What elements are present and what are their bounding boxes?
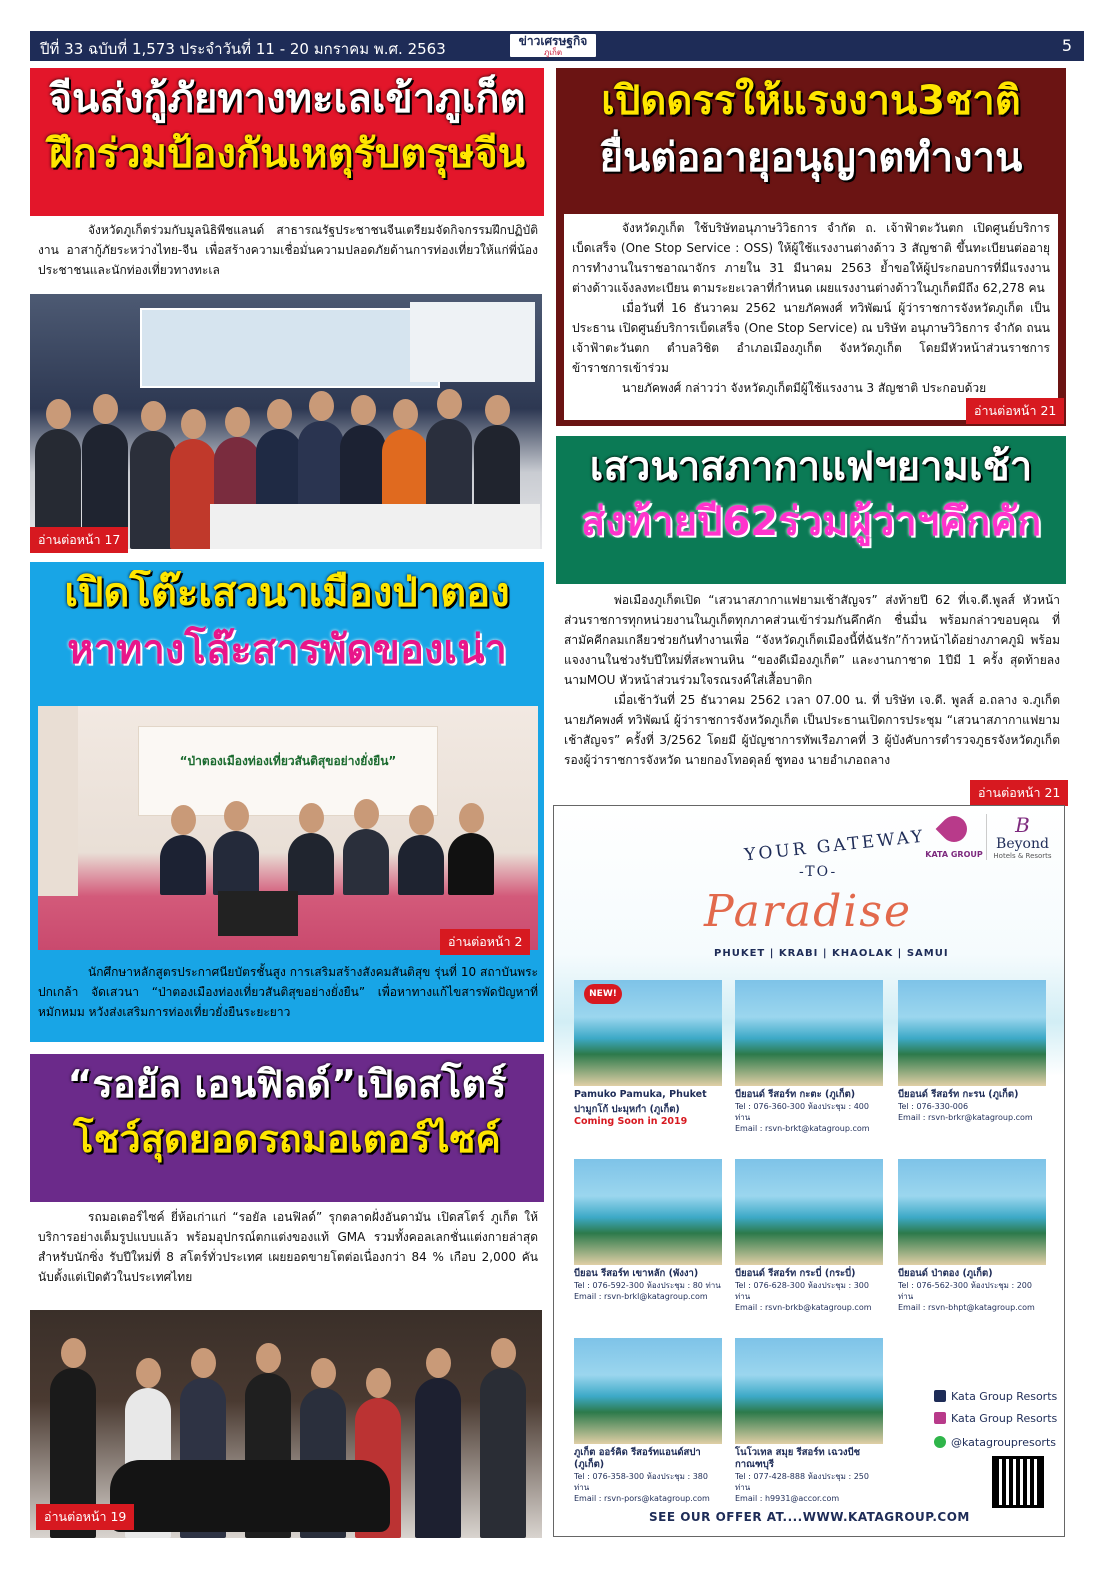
story5-paragraph: รถมอเตอร์ไซค์ ยี่ห้อเก่าแก่ “รอยัล เอนฟิลด์” รุกตลาดฝั่งอันดามัน เปิดสโตร์ ภูเก็ต ให้บริการอย่างเต็มรูปแบบแล้ว พร้อมอุปกรณ์ตกแต่งของแท้ GMA รวมทั้งคอลเลกชั่นแต่งกายล่าสุดสำหรับนักซิ่ง รับปีใหม่ที่ 8 สโตร์ทั่วประเทศ เผยยอดขายโตต่อเนื่องกว่า 84 % เกือบ 2,000 คัน นับตั้งแต่เปิดตัวในประเทศไทย: [38, 1210, 538, 1284]
story2-paragraph-2: เมื่อวันที่ 16 ธันวาคม 2562 นายภัคพงศ์ ทวิพัฒน์ ผู้ว่าราชการจังหวัดภูเก็ต เป็นประธาน เปิดศูนย์บริการเบ็ดเสร็จ (One Stop Service) ณ บริษัท อนุภาษวิวิธการ จำกัด ถนนเจ้าฟ้าตะวันตก ตำบลวิชิต อำเภอเมืองภูเก็ต จังหวัดภูเก็ต โดยมีหัวหน้าส่วนราชการ ข้าราชการเข้าร่วม: [572, 301, 1050, 375]
hotel-photo: [574, 1159, 722, 1265]
hotel-email: Email : rsvn-brkl@katagroup.com: [574, 1292, 708, 1301]
hotel-name: บียอนด์ รีสอร์ท กระบี่ (กระบี่): [735, 1268, 856, 1279]
story3-paragraph-2: เมื่อเช้าวันที่ 25 ธันวาคม 2562 เวลา 07.00 น. ที่ บริษัท เจ.ดี. พูลส์ อ.ถลาง จ.ภูเก็ต นายภัคพงศ์ ทวิพัฒน์ ผู้ว่าราชการจังหวัดภูเก็ต เป็นประธานเปิดการประชุม “เสวนาสภากาแฟยามเช้าสัญจร” ครั้งที่ 3/2562 โดยมี ผู้บัญชาการทัพเรือภาคที่ 3 ผู้บังคับการตำรวจภูธรจังหวัดภูเก็ต รองผู้ว่าราชการจังหวัด นายกองโทอดุลย์ ชูทอง นายอำเภอถลาง: [564, 693, 1060, 767]
story5-headline: [30, 1054, 544, 1202]
facebook-label: Kata Group Resorts: [951, 1390, 1058, 1403]
ad-to-text: -TO-: [799, 864, 838, 880]
facebook-link[interactable]: [934, 1390, 1057, 1403]
story1-headline: [30, 68, 544, 216]
hotel-tel: Tel : 076-562-300 ห้องประชุม : 200 ท่าน: [898, 1281, 1032, 1301]
hotel-tel: Tel : 076-330-006: [898, 1102, 969, 1111]
story1-photo-map: [410, 302, 535, 382]
kata-group-logo: [924, 816, 984, 859]
story3-headline: [556, 436, 1066, 584]
line-link[interactable]: [934, 1436, 1056, 1449]
hotel-card-beyond-kata[interactable]: [735, 980, 883, 1134]
hotel-tel: Tel : 076-358-300 ห้องประชุม : 380 ท่าน: [574, 1472, 708, 1492]
line-label: @katagroupresorts: [951, 1436, 1056, 1449]
beyond-name: Beyond: [996, 836, 1049, 852]
story3-headline-line1: เสวนาสภากาแฟฯยามเช้า: [589, 444, 1033, 490]
instagram-icon: [934, 1412, 946, 1424]
hotel-email: Email : rsvn-brkt@katagroup.com: [735, 1124, 870, 1133]
hotel-name: บียอนด์ รีสอร์ท กะตะ (ภูเก็ต): [735, 1089, 856, 1100]
story1-body: [38, 220, 538, 280]
hotel-coming-soon: Coming Soon in 2019: [574, 1116, 688, 1127]
story2-paragraph-3: นายภัคพงศ์ กล่าวว่า จังหวัดภูเก็ตมีผู้ใช้แรงงาน 3 สัญชาติ ประกอบด้วย: [622, 381, 987, 395]
story4-photo-curtain-left: [38, 706, 78, 896]
story1-photo: [30, 294, 542, 549]
hotel-tel: Tel : 076-628-300 ห้องประชุม : 300 ท่าน: [735, 1281, 869, 1301]
story3-readon: อ่านต่อหน้า 21: [970, 780, 1068, 806]
hotel-name-thai: ปามูกโก้ ปะมุหกำ (ภูเก็ต): [574, 1104, 680, 1115]
new-badge: NEW!: [584, 984, 622, 1004]
masthead-subtitle: ภูเก็ต: [543, 48, 563, 57]
story4-photo-speaker: [218, 891, 298, 936]
story1-paragraph: จังหวัดภูเก็ตร่วมกับมูลนิธิพีชแลนด์ สาธารณรัฐประชาชนจีนเตรียมจัดกิจกรรมฝึกปฏิบัติงาน อาสากู้ภัยระหว่างไทย-จีน เพื่อสร้างความเชื่อมั่นความปลอดภัยด้านการท่องเที่ยวให้แก่พี่น้องประชาชนและนักท่องเที่ยวทางทะเล: [38, 223, 538, 277]
hotel-name: บียอนด์ รีสอร์ท กะรน (ภูเก็ต): [898, 1089, 1019, 1100]
qr-code-icon[interactable]: [992, 1456, 1044, 1508]
story1-headline-line1: จีนส่งกู้ภัยทางทะเลเข้าภูเก็ต: [48, 76, 526, 122]
story5-body: [38, 1207, 538, 1287]
story1-readon: อ่านต่อหน้า 17: [30, 527, 128, 553]
story5-headline-line1: “รอยัล เอนฟิลด์”เปิดสโตร์: [67, 1062, 507, 1106]
issue-line: ปีที่ 33 ฉบับที่ 1,573 ประจำวันที่ 11 - 20 มกราคม พ.ศ. 2563: [40, 40, 446, 58]
ad-gateway-text: YOUR GATEWAY: [743, 826, 927, 866]
hotel-name: Pamuko Pamuka, Phuket: [574, 1089, 707, 1100]
beyond-b-icon: B: [1015, 813, 1030, 837]
ad-destinations: PHUKET | KRABI | KHAOLAK | SAMUI: [714, 948, 949, 959]
story4-photo-banner-area: [138, 726, 438, 816]
hotel-name: โนโวเทล สมุย รีสอร์ท เฉวงบีช กาณฑบุรี: [735, 1447, 861, 1470]
kata-group-advert: [553, 805, 1065, 1537]
instagram-label: Kata Group Resorts: [951, 1412, 1058, 1425]
hotel-name: บียอนด์ ป่าตอง (ภูเก็ต): [898, 1268, 993, 1279]
story4-headline: [30, 570, 544, 700]
hotel-photo: [898, 980, 1046, 1086]
hotel-photo: [898, 1159, 1046, 1265]
story2-body: [564, 214, 1058, 420]
beyond-subtitle: Hotels & Resorts: [993, 852, 1052, 860]
story4-photo: [38, 706, 538, 950]
hotel-photo: [574, 1338, 722, 1444]
story5-photo-motorcycle: [110, 1460, 390, 1532]
story3-body: [564, 590, 1060, 795]
hotel-email: Email : rsvn-bhpt@katagroup.com: [898, 1303, 1035, 1312]
hotel-tel: Tel : 076-360-300 ห้องประชุม : 400 ท่าน: [735, 1102, 869, 1122]
story5-readon: อ่านต่อหน้า 19: [36, 1504, 134, 1530]
hotel-card-beyond-patong[interactable]: [898, 1159, 1046, 1313]
story4-photo-banner-text: “ป่าตองเมืองท่องเที่ยวสันติสุขอย่างยั่งยืน”: [179, 754, 397, 768]
hotel-tel: Tel : 076-592-300 ห้องประชุม : 80 ท่าน: [574, 1281, 721, 1290]
beyond-logo: [986, 814, 1058, 860]
story1-headline-line2: ฝึกร่วมป้องกันเหตุรับตรุษจีน: [49, 131, 525, 178]
issue-bar: [30, 31, 1084, 61]
hotel-email: Email : rsvn-brkr@katagroup.com: [898, 1113, 1033, 1122]
hotel-card-beyond-khaolak[interactable]: [574, 1159, 722, 1302]
page-number: 5: [1061, 36, 1072, 55]
story3-paragraph-1: พ่อเมืองภูเก็ตเปิด “เสวนาสภากาแฟยามเช้าสัญจร” ส่งท้ายปี 62 ที่เจ.ดี.พูลส์ หัวหน้าส่วนราชการทุกหน่วยงานในภูเก็ตทุกภาคส่วนเข้าร่วมกันคึกคัก ชื่นมื่น พร้อมกล่าวขอบคุณ ที่สามัคคีกลมเกลียวช่วยกันทำงานเพื่อ “จังหวัดภูเก็ตเมืองนี้ที่ฉันรัก”ก้าวหน้าได้อย่างภาคภูมิ พร้อมแจงงานในช่วงรับปีใหม่ที่สะพานหิน “ของดีเมืองภูเก็ต” และงานกาชาด 1ปีมี 1 ครั้ง สุดท้ายลงนามMOU หัวหน้าส่วนร่วมใจรณรงค์ใส่เสื้อบาติก: [564, 593, 1060, 687]
masthead-logo: [508, 32, 598, 59]
story1-photo-banner: [140, 308, 440, 388]
story4-readon: อ่านต่อหน้า 2: [440, 929, 530, 955]
hotel-card-phuket-orchid[interactable]: [574, 1338, 722, 1504]
story2-headline: [556, 72, 1066, 212]
masthead-title: ข่าวเศรษฐกิจ: [518, 34, 588, 48]
hotel-tel: Tel : 077-428-888 ห้องประชุม : 250 ท่าน: [735, 1472, 869, 1492]
story4-paragraph: นักศึกษาหลักสูตรประกาศนียบัตรชั้นสูง การเสริมสร้างสังคมสันติสุข รุ่นที่ 10 สถาบันพระปกเกล้า จัดเสวนา “ป่าตองเมืองท่องเที่ยวสันติสุขอย่างยั่งยืน” เพื่อหาทางแก้ไขสารพัดปัญหาที่หมักหมม หวังส่งเสริมการท่องเที่ยวยั่งยืนระยะยาว: [38, 965, 538, 1019]
hotel-email: Email : h9931@accor.com: [735, 1494, 840, 1503]
hotel-photo: [735, 1338, 883, 1444]
ad-paradise-text: Paradise: [704, 886, 912, 937]
hotel-email: Email : rsvn-pors@katagroup.com: [574, 1494, 710, 1503]
hotel-photo: [735, 1159, 883, 1265]
hotel-name: ภูเก็ต ออร์คิด รีสอร์ทแอนด์สปา (ภูเก็ต): [574, 1447, 701, 1470]
story1-photo-table: [210, 504, 540, 549]
hotel-card-beyond-krabi[interactable]: [735, 1159, 883, 1313]
offer-footer[interactable]: SEE OUR OFFER AT....WWW.KATAGROUP.COM: [649, 1510, 970, 1524]
hotel-card-novotel-samui[interactable]: [735, 1338, 883, 1504]
story2-readon: อ่านต่อหน้า 21: [966, 398, 1064, 424]
story4-body: [38, 962, 538, 1022]
hotel-card-beyond-karon[interactable]: [898, 980, 1046, 1123]
story2-headline-line1: เปิดดรรให้แรงงาน3ชาติ: [601, 78, 1021, 124]
story5-headline-line2: โชว์สุดยอดรถมอเตอร์ไซค์: [73, 1116, 501, 1161]
hotel-email: Email : rsvn-brkb@katagroup.com: [735, 1303, 872, 1312]
facebook-icon: [934, 1390, 946, 1402]
line-icon: [934, 1436, 946, 1448]
story4-headline-line2: หาทางโล๊ะสารพัดของเน่า: [67, 627, 507, 674]
story2-headline-line2: ยื่นต่ออายุอนุญาตทำงาน: [599, 135, 1023, 182]
orchid-icon: [936, 811, 973, 848]
hotel-photo: [735, 980, 883, 1086]
kata-group-name: KATA GROUP: [925, 850, 983, 859]
instagram-link[interactable]: [934, 1412, 1057, 1425]
story2-paragraph-1: จังหวัดภูเก็ต ใช้บริษัทอนุภาษวิวิธการ จำกัด ถ. เจ้าฟ้าตะวันตก เปิดศูนย์บริการเบ็ดเสร็จ (One Stop Service : OSS) ให้ผู้ใช้แรงงานต่างด้าว 3 สัญชาติ ขึ้นทะเบียนต่ออายุการทำงานในราชอาณาจักร ภายใน 31 มีนาคม 2563 ย้ำขอให้ผู้ประกอบการที่มีแรงงานต่างด้าวแจ้งลงทะเบียน ตามระยะเวลาที่กำหนด เผยแรงงานต่างด้าวในภูเก็ตมีถึง 62,278 คน: [572, 221, 1050, 295]
hotel-name: บียอน รีสอร์ท เขาหลัก (พังงา): [574, 1268, 699, 1279]
story3-headline-line2: ส่งท้ายปี62ร่วมผู้ว่าฯคึกคัก: [580, 499, 1042, 546]
story4-headline-line1: เปิดโต๊ะเสวนาเมืองป่าตอง: [64, 570, 510, 616]
